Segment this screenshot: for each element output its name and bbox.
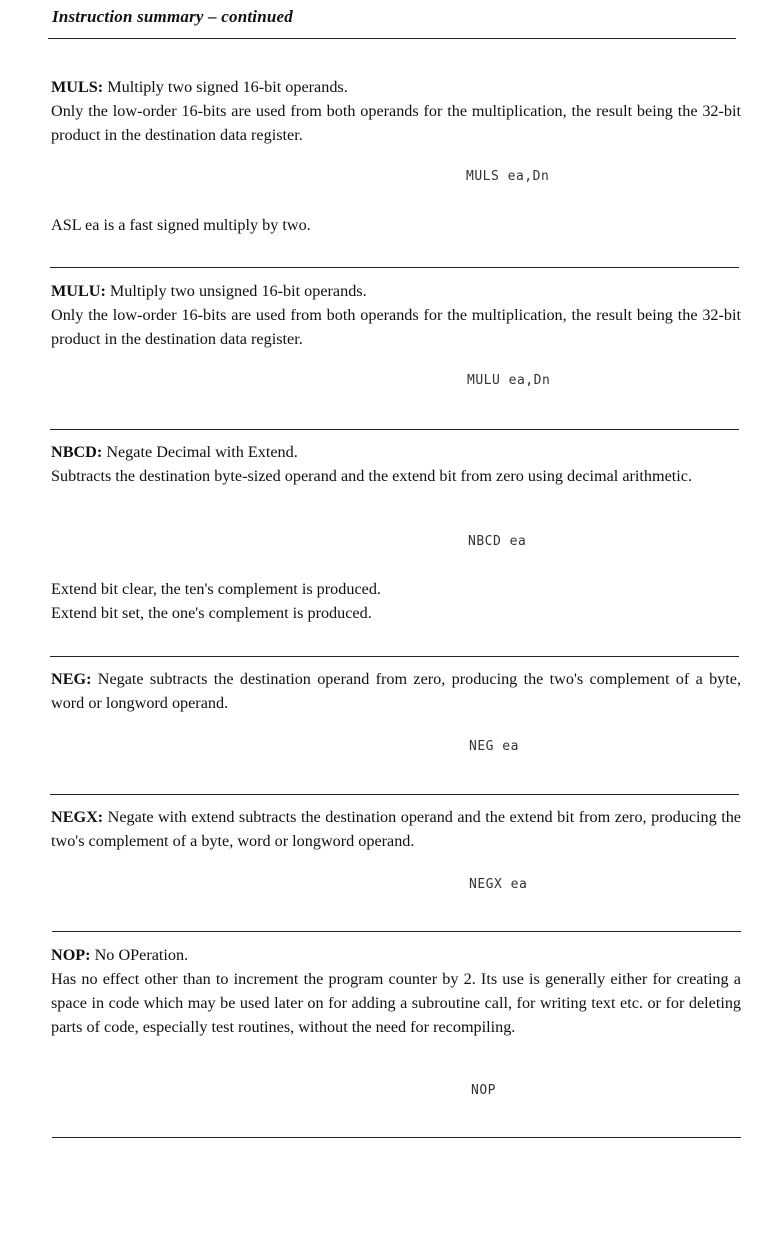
mnemonic: NOP: — [51, 946, 91, 964]
page-title: Instruction summary – continued — [52, 7, 293, 26]
description: Subtracts the destination byte-sized operand and the extend bit from zero using decimal arithmetic. — [51, 467, 693, 485]
description: Has no effect other than to increment the program counter by 2. Its use is generally either for creating a space in code which may be used later on for adding a subroutine call, for writing text etc. or for deleting parts of code, especially test routines, without the need for recompiling. — [51, 970, 741, 1036]
mnemonic: NEG: — [51, 670, 92, 688]
summary: Negate Decimal with Extend. — [102, 443, 298, 461]
note-line: Extend bit set, the one's complement is produced. — [51, 604, 372, 622]
entry-neg — [51, 667, 741, 715]
summary: Negate with extend subtracts the destination operand and the extend bit from zero, producing the two's complement of a byte, word or longword operand. — [51, 808, 741, 850]
syntax-muls: MULS ea,Dn — [466, 169, 550, 184]
entry-nbcd — [51, 440, 741, 488]
syntax-nbcd: NBCD ea — [468, 534, 527, 549]
summary: Multiply two signed 16-bit operands. — [103, 78, 348, 96]
mnemonic: MULS: — [51, 78, 104, 96]
entry-nop — [51, 943, 741, 1039]
mnemonic: NBCD: — [51, 443, 103, 461]
summary: Multiply two unsigned 16-bit operands. — [105, 282, 367, 300]
entry-mulu — [51, 279, 741, 351]
summary: No OPeration. — [90, 946, 189, 964]
note-line: Extend bit clear, the ten's complement is produced. — [51, 580, 381, 598]
divider — [50, 656, 739, 657]
note-line: ASL ea is a fast signed multiply by two. — [51, 216, 311, 234]
mnemonic: MULU: — [51, 282, 106, 300]
divider — [50, 267, 739, 268]
note-nbcd — [51, 577, 741, 625]
mnemonic: NEGX: — [51, 808, 104, 826]
syntax-neg: NEG ea — [469, 739, 519, 754]
header-rule — [48, 38, 736, 39]
syntax-negx: NEGX ea — [469, 877, 528, 892]
divider — [52, 1137, 741, 1138]
divider — [50, 794, 739, 795]
summary: Negate subtracts the destination operand from zero, producing the two's complement of a byte, word or longword operand. — [51, 670, 741, 712]
divider — [50, 429, 739, 430]
syntax-mulu: MULU ea,Dn — [467, 373, 551, 388]
description: Only the low-order 16-bits are used from both operands for the multiplication, the result being the 32-bit product in the destination data register. — [51, 102, 741, 144]
description: Only the low-order 16-bits are used from both operands for the multiplication, the result being the 32-bit product in the destination data register. — [51, 306, 741, 348]
entry-muls — [51, 75, 741, 147]
divider — [52, 931, 741, 932]
note-muls — [51, 213, 741, 237]
syntax-nop: NOP — [471, 1083, 496, 1098]
entry-negx — [51, 805, 741, 853]
